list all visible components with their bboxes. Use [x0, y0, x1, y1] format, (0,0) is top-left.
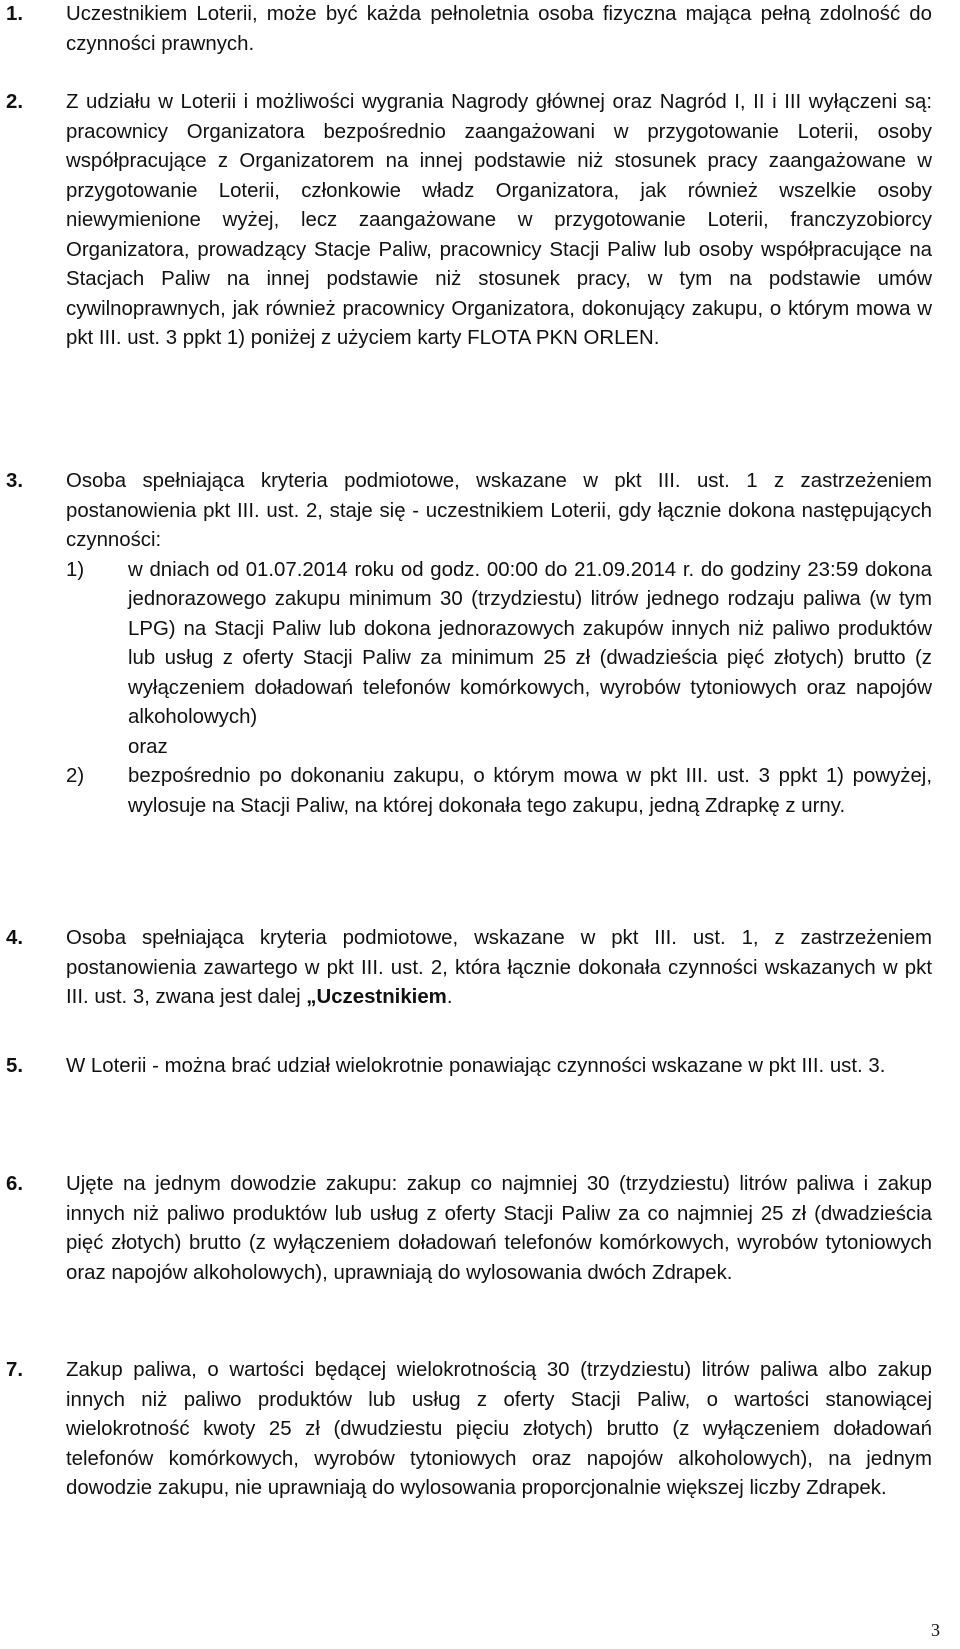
subitem-text: bezpośrednio po dokonaniu zakupu, o którym mowa w pkt III. ust. 3 ppkt 1) powyżej, wylosuje na Stacji Paliw, na której dokonała tego zakupu, jedną Zdrapkę z urny.: [128, 765, 932, 817]
paragraph-number: 5.: [6, 1055, 24, 1077]
paragraph-6: [6, 1170, 956, 1288]
paragraph-text: Osoba spełniająca kryteria podmiotowe, wskazane w pkt III. ust. 1 z zastrzeżeniem postanowienia pkt III. ust. 2, staje się - uczestnikiem Loterii, gdy łącznie dokona następujących czynności:: [66, 470, 932, 551]
paragraph-1: [6, 0, 956, 59]
paragraph-number: 2.: [6, 91, 24, 113]
paragraph-2: [6, 88, 956, 354]
paragraph-text: [66, 924, 932, 1013]
page-number: 3: [931, 1620, 940, 1640]
paragraph-4: [6, 924, 956, 1013]
paragraph-number: 4.: [6, 927, 24, 949]
paragraph-text: Z udziału w Loterii i możliwości wygrania Nagrody głównej oraz Nagród I, II i III wyłączeni są: pracownicy Organizatora bezpośrednio zaangażowani w przygotowanie Loterii, osoby współpracujące z Organizatorem na innej podstawie niż stosunek pracy zaangażowane w przygotowanie Loterii, członkowie władz Organizatora, jak również wszelkie osoby niewymienione wyżej, lecz zaangażowane w przygotowanie Loterii, franczyzobiorcy Organizatora, prowadzący Stacje Paliw, pracownicy Stacji Paliw lub osoby współpracujące na Stacjach Paliw na innej podstawie niż stosunek pracy, w tym na podstawie umów cywilnoprawnych, jak również pracownicy Organizatora, dokonujący zakupu, o którym mowa w pkt III. ust. 3 ppkt 1) poniżej z użyciem karty FLOTA PKN ORLEN.: [66, 91, 932, 349]
subitem-1: [66, 556, 932, 763]
subitem-text: w dniach od 01.07.2014 roku od godz. 00:00 do 21.09.2014 r. do godziny 23:59 dokona jednorazowego zakupu minimum 30 (trzydziestu) litrów jednego rodzaju paliwa (w tym LPG) na Stacji Paliw lub dokona jednorazowych zakupów innych niż paliwo produktów lub usług z oferty Stacji Paliw za minimum 25 zł (dwadzieścia pięć złotych) brutto (z wyłączeniem doładowań telefonów komórkowych, wyrobów tytoniowych oraz napojów alkoholowych): [128, 558, 932, 728]
paragraph-text: Uczestnikiem Loterii, może być każda pełnoletnia osoba fizyczna mająca pełną zdolność do czynności prawnych.: [66, 3, 932, 55]
paragraph-3: [6, 467, 956, 821]
defined-term: „Uczestnikiem: [306, 986, 447, 1008]
connector-text: oraz: [128, 735, 168, 758]
paragraph-text: Zakup paliwa, o wartości będącej wielokrotnością 30 (trzydziestu) litrów paliwa albo zakup innych niż paliwo produktów lub usług z oferty Stacji Paliw, o wartości stanowiącej wielokrotność kwoty 25 zł (dwudziestu pięciu złotych) brutto (z wyłączeniem doładowań telefonów komórkowych, wyrobów tytoniowych oraz napojów alkoholowych), na jednym dowodzie zakupu, nie uprawniają do wylosowania proporcjonalnie większej liczby Zdrapek.: [66, 1359, 932, 1499]
subitem-number: 1): [66, 558, 85, 581]
paragraph-text-end: .: [446, 986, 453, 1008]
paragraph-number: 3.: [6, 470, 24, 492]
paragraph-5: [6, 1052, 956, 1082]
paragraph-text: W Loterii - można brać udział wielokrotnie ponawiając czynności wskazane w pkt III. ust. 3.: [66, 1055, 886, 1077]
paragraph-text: Ujęte na jednym dowodzie zakupu: zakup co najmniej 30 (trzydziestu) litrów paliwa i zakup innych niż paliwo produktów lub usług z oferty Stacji Paliw za co najmniej 25 zł (dwadzieścia pięć złotych) brutto (z wyłączeniem doładowań telefonów komórkowych, wyrobów tytoniowych oraz napojów alkoholowych), uprawniają do wylosowania dwóch Zdrapek.: [66, 1173, 932, 1284]
paragraph-number: 7.: [6, 1359, 24, 1381]
paragraph-text-main: Osoba spełniająca kryteria podmiotowe, wskazane w pkt III. ust. 1, z zastrzeżeniem postanowienia zawartego w pkt III. ust. 2, która łącznie dokonała czynności wskazanych w pkt III. ust. 3, zwana jest dalej: [66, 927, 932, 1008]
subitem-2: [66, 762, 932, 821]
subitem-number: 2): [66, 765, 85, 787]
paragraph-number: 1.: [6, 3, 24, 25]
paragraph-number: 6.: [6, 1173, 24, 1195]
paragraph-7: [6, 1356, 956, 1504]
